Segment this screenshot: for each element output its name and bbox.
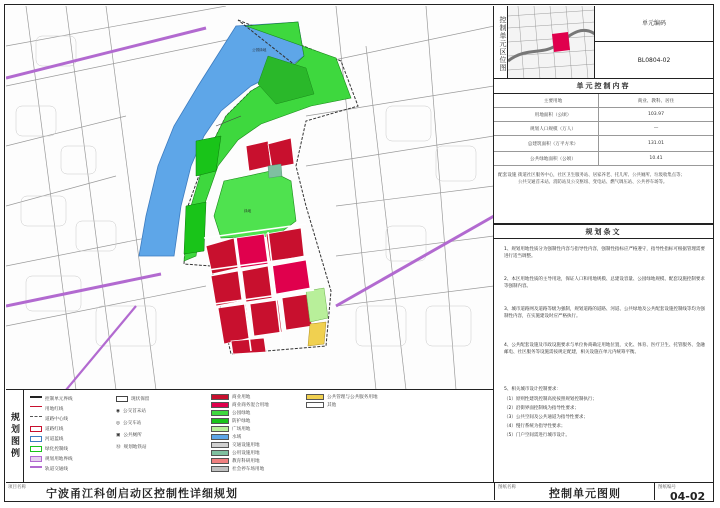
- park-swatch: [211, 410, 229, 416]
- project-name: 宁波甬江科创启动区控制性详细规划: [46, 487, 238, 500]
- rule-paragraph: 3、城市道路网及道路等级为强制，规划道路的道路、河道、公共绿地及公共配套设施控制线等均为强制性内容，在实施建设时应严格执行。: [504, 307, 705, 320]
- facility-notes: [494, 166, 713, 224]
- zoning-map[interactable]: [6, 6, 494, 390]
- drawing-name: 控制单元图则: [549, 487, 621, 500]
- control-row-value: 103.97: [598, 108, 713, 121]
- legend-item: 现状保留: [116, 396, 149, 402]
- control-row-key: 用地面积（公顷）: [534, 112, 572, 118]
- bus-stop-icon: ◎: [116, 420, 121, 426]
- unit-code-heading: 单元编码: [595, 6, 713, 42]
- control-row-value: 10.41: [598, 152, 713, 165]
- legend-item: 公园绿地: [211, 410, 250, 416]
- trunk-road-southwest: [6, 274, 161, 306]
- legend-item: 规划用地界线: [30, 456, 73, 462]
- rule-paragraph: 4、公共配套设施及市政设施要求与单位协商确定用地位置，文化、体育、医疗卫生、托管服务、金融邮电、社区服务等设施需按规定配建，相关设施在单元内统筹平衡。: [504, 343, 705, 356]
- metro-station-icon: Ⓜ: [116, 445, 121, 450]
- rule-paragraph: （4）慢行系统为指导性要求；: [504, 424, 566, 429]
- road-redline-swatch: [30, 426, 42, 432]
- zoning-map-svg: [6, 6, 494, 390]
- legend-item: 用地红线: [30, 406, 63, 412]
- legend-item: 道路红线: [30, 426, 63, 432]
- rule-paragraph: （3）公共空间及公共通道为指导性要求；: [504, 415, 588, 420]
- legend-item: 其他: [306, 402, 336, 408]
- rail-line-swatch: [30, 466, 42, 472]
- legend-item: 商业用地: [211, 394, 250, 400]
- control-section-title: 单元控制内容: [494, 79, 713, 94]
- control-row-key: 主要用地: [543, 98, 563, 104]
- control-panel: [494, 6, 713, 482]
- traffic-swatch: [211, 442, 229, 448]
- education-swatch: [211, 458, 229, 464]
- rule-paragraph: （1）原则性建筑控制高度按照规划控制执行；: [504, 397, 597, 402]
- title-bar: [6, 482, 713, 501]
- legend-item: ◉ 公交首末站: [116, 408, 146, 414]
- green-line-swatch: [30, 446, 42, 452]
- legend-item: 社会停车场用地: [211, 466, 264, 472]
- plaza-swatch: [211, 426, 229, 432]
- keymap-unit-highlight: [552, 32, 570, 52]
- utility-swatch: [211, 450, 229, 456]
- green-parcel-b[interactable]: [184, 202, 206, 254]
- control-row: [494, 94, 713, 108]
- utility-parcel[interactable]: [268, 164, 282, 178]
- drawing-number-label: 图纸编号: [658, 485, 676, 490]
- legend-item: 防护绿地: [211, 418, 250, 424]
- control-row-value: 商业、教科、居住: [598, 94, 713, 107]
- legend-item: 绿化控制线: [30, 446, 68, 452]
- legend-item: 水域: [211, 434, 241, 440]
- water-swatch: [211, 434, 229, 440]
- red-line-swatch: [30, 406, 42, 412]
- control-row-key: 公共绿地面积（公顷）: [530, 156, 576, 162]
- legend-item: 广场用地: [211, 426, 250, 432]
- unit-code-value: BL0804-02: [595, 42, 713, 79]
- commercial-parcels: [206, 138, 312, 354]
- drawing-name-label: 图纸名称: [498, 485, 516, 490]
- other-swatch: [306, 402, 324, 408]
- legend-item: 交通设施用地: [211, 442, 260, 448]
- parcel-c8[interactable]: [272, 260, 310, 294]
- facility-parcel[interactable]: [308, 322, 326, 346]
- centerline-swatch: [30, 416, 42, 422]
- facility-notes-text: [518, 172, 708, 186]
- parcel-c12[interactable]: [231, 338, 266, 354]
- control-row: [494, 136, 713, 152]
- bus-terminal-icon: ◉: [116, 408, 121, 414]
- legend-item: Ⓜ 规划地铁站: [116, 445, 147, 450]
- mid-park-label: 绿地: [244, 209, 252, 213]
- central-green[interactable]: [214, 171, 296, 238]
- protect-green-swatch: [211, 418, 229, 424]
- facility-notes-key: 配套设施: [498, 173, 517, 178]
- project-name-label: 项目名称: [8, 485, 26, 490]
- legend-item: ▣ 公共厕所: [116, 432, 142, 438]
- legend-item: 河道蓝线: [30, 436, 63, 442]
- legend-item: 道路中心线: [30, 416, 68, 422]
- legend: [6, 390, 494, 482]
- control-row-value: 131.01: [598, 136, 713, 151]
- control-row-key: 规划人口规模（万人）: [530, 126, 576, 132]
- control-row-key: 总建筑面积（万平方米）: [527, 141, 579, 147]
- facility-note: 公共交通首末站、消防站及公交枢纽、变电站、燃气调压站、公共停车场等。: [518, 180, 668, 185]
- facility-note: 街道社区服务中心，社区卫生服务站、居家养老、托儿所、公共厕所、垃圾收集点等；: [518, 173, 685, 178]
- legend-item: 公共管理与公共服务用地: [306, 394, 378, 400]
- north-park-label: 公园绿地: [252, 48, 267, 52]
- mixed-swatch: [211, 402, 229, 408]
- control-row-value: —: [598, 122, 713, 135]
- title-divider: [494, 483, 495, 500]
- toilet-icon: ▣: [116, 432, 121, 438]
- legend-item: ◎ 公交车站: [116, 420, 142, 426]
- parking-swatch: [211, 466, 229, 472]
- legend-title: 规划图例: [6, 390, 24, 482]
- unit-boundary-swatch: [30, 396, 42, 402]
- rule-paragraph: （2）沿街界面控制线为指导性要求；: [504, 406, 579, 411]
- keymap-label: 控制单元区位图: [494, 6, 508, 79]
- control-row: [494, 152, 713, 166]
- legend-item: 教育科研用地: [211, 458, 260, 464]
- legend-item: 控制单元界线: [30, 396, 73, 402]
- parcel-c1[interactable]: [246, 141, 271, 171]
- trunk-road-east: [336, 216, 494, 306]
- plaza-parcel[interactable]: [306, 288, 328, 322]
- rules-section-title: 规划条文: [494, 224, 713, 239]
- rule-paragraph: 5、相关城市设计控制要求：: [504, 387, 561, 392]
- rule-paragraph: 2、本区用地性质的主导用途，保证人口和用地规模、总建设容量、公园绿地规模、配套设施控制要求等强制内容。: [504, 277, 705, 290]
- trunk-road-south: [66, 306, 136, 390]
- control-row: [494, 108, 713, 122]
- drawing-number: 04-02: [670, 490, 706, 503]
- rule-paragraph: 1、规划用地性质分为强制性内容与指导性内容，强制性指标应严格遵守，指导性指标可根据管理需要进行适当调整。: [504, 247, 705, 260]
- control-row: [494, 122, 713, 136]
- legend-item: 公用设施用地: [211, 450, 260, 456]
- existing-swatch: [116, 396, 128, 402]
- parcel-c2[interactable]: [268, 138, 294, 168]
- plan-boundary-swatch: [30, 456, 42, 462]
- public-service-swatch: [306, 394, 324, 400]
- location-keymap: [508, 6, 595, 79]
- legend-item: 轨道交通线: [30, 466, 68, 472]
- legend-item: 商业商务混合用地: [211, 402, 269, 408]
- commercial-swatch: [211, 394, 229, 400]
- keymap-svg: [508, 6, 595, 79]
- title-divider: [654, 483, 655, 500]
- green-parcel-a[interactable]: [196, 136, 221, 176]
- blue-line-swatch: [30, 436, 42, 442]
- rule-paragraph: （5）门户空间需进行城市设计。: [504, 433, 570, 438]
